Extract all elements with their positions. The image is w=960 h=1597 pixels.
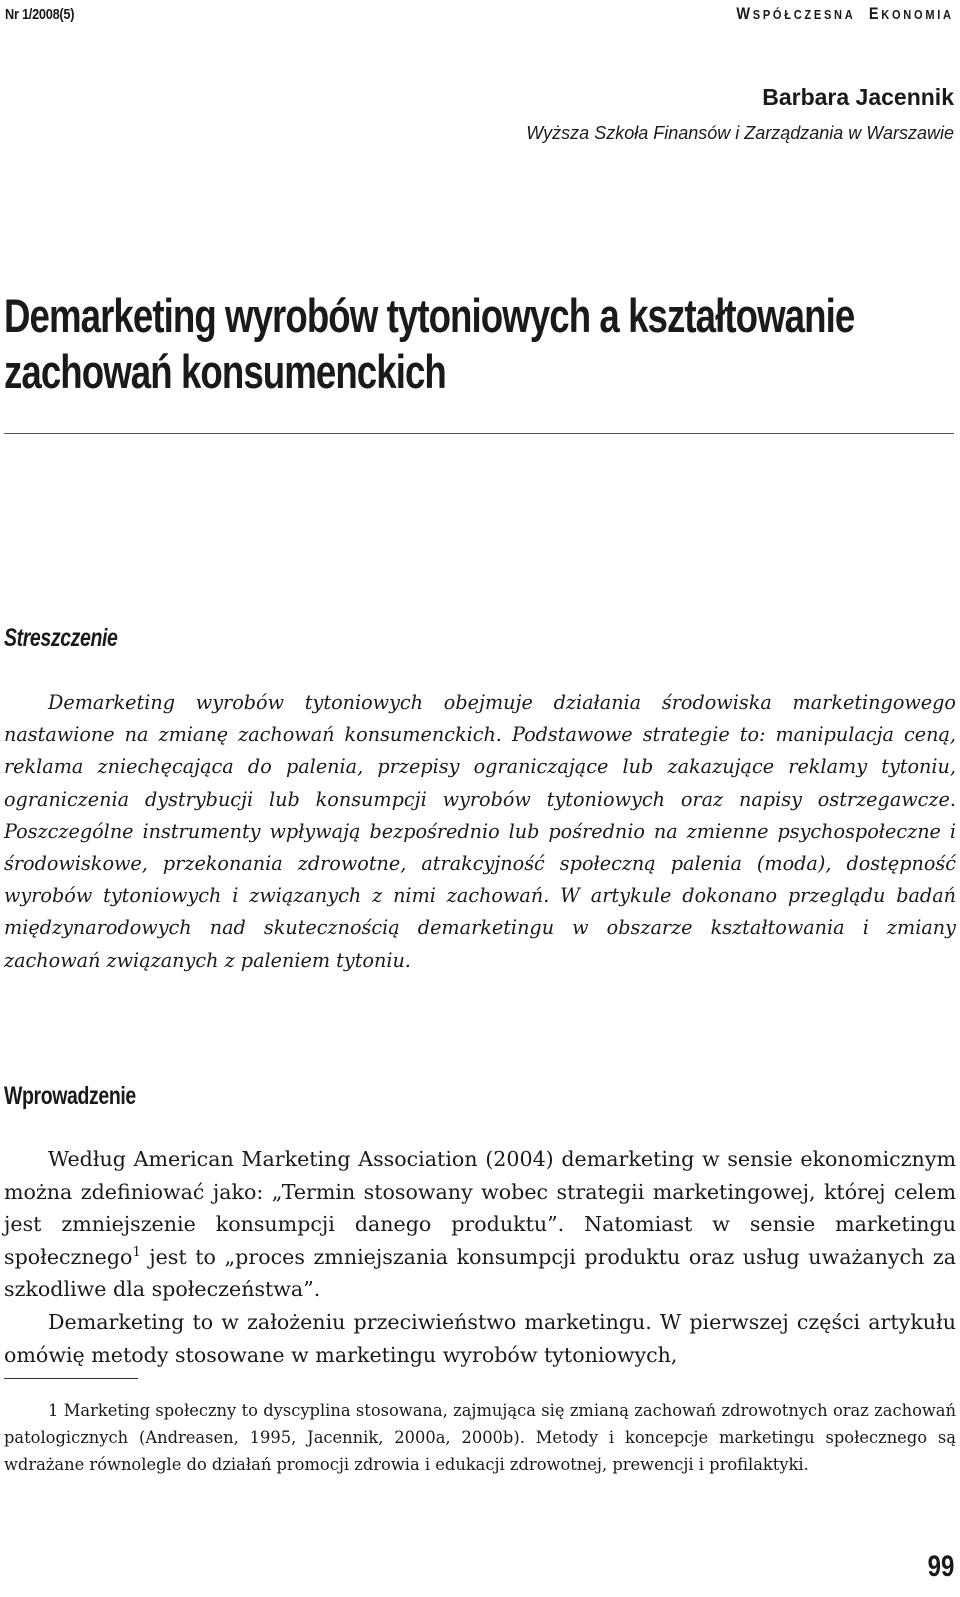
author-name: Barbara Jacennik (762, 84, 954, 110)
journal-initial-w: W (736, 4, 753, 23)
intro-p1-part-a: Według American Marketing Association (2004) demarketing w sensie ekonomicznym można zdefiniować jako: „Termin stosowany wobec strategii marketingowej, której celem jest zmniejszenie konsumpcji danego produktu”. Natomiast w sensie marketingu społecznego (4, 1147, 956, 1269)
footnote-text (4, 1398, 956, 1478)
footnote-body: Marketing społeczny to dyscyplina stosowana, zajmująca się zmianą zachowań zdrowotnych oraz zachowań patologicznych (Andreasen, 1995, Jacennik, 2000a, 2000b). Metody i koncepcje marketingu społecznego są wdrażane równolegle do działań promocji zdrowia i edukacji zdrowotnej, prewencji i profilaktyki. (4, 1401, 956, 1474)
journal-word-1: SPÓŁCZESNA (752, 7, 856, 22)
footnote-ref[interactable]: 1 (132, 1244, 141, 1260)
intro-heading: Wprowadzenie (4, 1082, 136, 1110)
intro-p1-part-b: jest to „proces zmniejszania konsumpcji produktu oraz usług uważanych za szkodliwe dla społeczeństwa”. (4, 1244, 956, 1302)
page-number: 99 (927, 1550, 954, 1583)
journal-name (737, 4, 954, 24)
intro-paragraph-2: Demarketing to w założeniu przeciwieństwo marketingu. W pierwszej części artykułu omówię metody stosowane w marketingu wyrobów tytoniowych, (4, 1309, 956, 1367)
footnote (4, 1398, 956, 1478)
article-title: Demarketing wyrobów tytoniowych a kształtowanie zachowań konsumenckich (4, 289, 855, 398)
abstract-paragraph: Demarketing wyrobów tytoniowych obejmuje działania środowiska marketingowego nastawione na zmianę zachowań konsumenckich. Podstawowe strategie to: manipulacja ceną, reklama zniechęcająca do palenia, przepisy ograniczające lub zakazujące reklamy tytoniu, ograniczenia dystrybucji lub konsumpcji wyrobów tytoniowych oraz napisy ostrzegawcze. Poszczególne instrumenty wpływają bezpośrednio lub pośrednio na zmienne psychospołeczne i środowiskowe, przekonania zdrowotne, atrakcyjność społeczną palenia (moda), dostępność wyrobów tytoniowych i związanych z nimi zachowań. W artykule dokonano przeglądu badań międzynarodowych nad skutecznością demarketingu w obszarze kształtowania i zmiany zachowań związanych z paleniem tytoniu. (4, 691, 956, 972)
intro-body (4, 1143, 956, 1371)
footnote-divider (4, 1378, 138, 1379)
author-affiliation: Wyższa Szkoła Finansów i Zarządzania w Warszawie (526, 123, 954, 143)
journal-initial-e: E (869, 4, 882, 23)
footnote-marker: 1 (48, 1401, 59, 1420)
abstract-body (4, 687, 956, 977)
intro-paragraph-1 (4, 1143, 956, 1306)
abstract-heading: Streszczenie (4, 624, 118, 652)
issue-number: Nr 1/2008(5) (5, 6, 75, 23)
title-divider (4, 433, 954, 434)
journal-word-2: KONOMIA (881, 7, 954, 22)
